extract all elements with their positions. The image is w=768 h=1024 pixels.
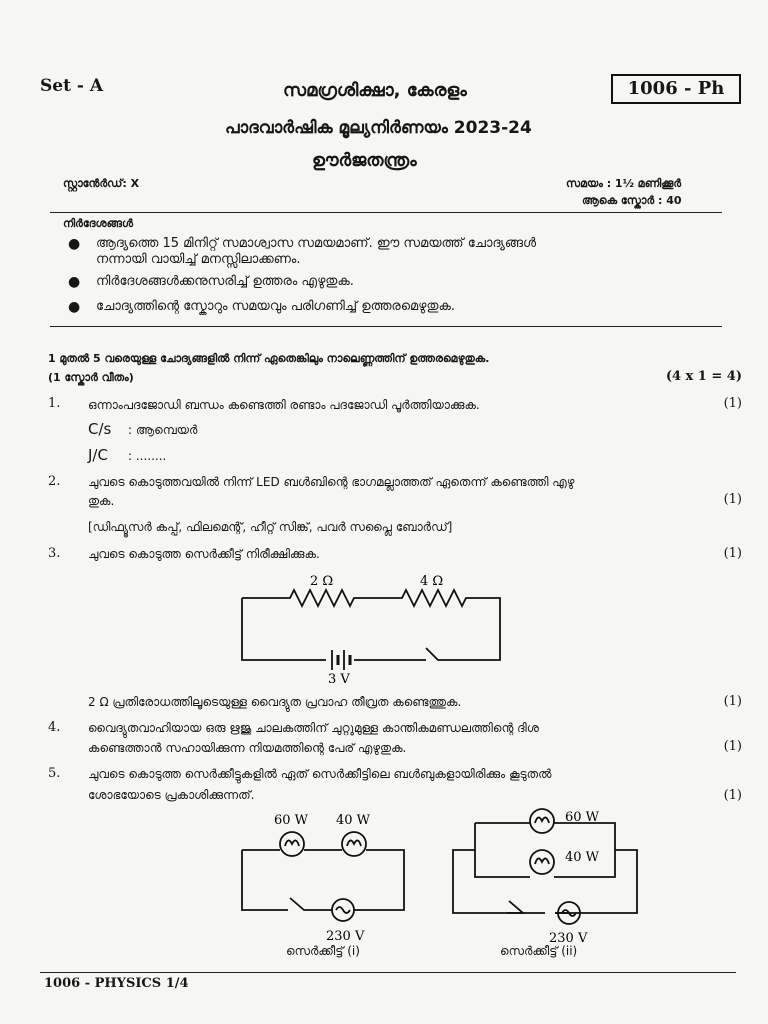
section-marks: (4 x 1 = 4) (665, 369, 742, 384)
question-options: [ഡിഫ്യൂസർ കപ്പ്, ഫിലമെന്റ്, ഹീറ്റ് സിങ്ക്, പവർ സപ്ലൈ ബോർഡ്] (88, 520, 453, 534)
header-divider (50, 212, 722, 213)
bulb-filament (347, 840, 361, 846)
question-number: 3. (48, 546, 61, 561)
bulb-filament (535, 858, 549, 864)
resistor-label: 4 Ω (420, 574, 444, 589)
question-text: ഒന്നാംപദജോഡി ബന്ധം കണ്ടെത്തി രണ്ടാം പദജോഡി പൂർത്തിയാക്കുക. (88, 398, 480, 412)
circuit-caption: സെർക്കീട്ട് (i) (286, 944, 360, 958)
ac-wave (336, 907, 350, 913)
instruction-item: നിർദേശങ്ങൾക്കനുസരിച്ച് ഉത്തരം എഴുതുക. (96, 274, 354, 289)
question-number: 1. (48, 396, 61, 411)
circuit-caption: സെർക്കീട്ട് (ii) (500, 944, 578, 958)
bulb-label: 40 W (336, 813, 371, 828)
time-label: സമയം : 1½ മണിക്കൂർ (566, 177, 682, 190)
question-score: (1) (723, 739, 742, 754)
question-score: (1) (723, 694, 742, 709)
standard-label: സ്റ്റാൻേർഡ്: X (63, 177, 140, 190)
question-text: വൈദ്യുതവാഹിയായ ഒരു ഋജു ചാലകത്തിന് ചുറ്റുമുള്ള കാന്തികമണ്ഡലത്തിന്റെ ദിശ (88, 721, 539, 735)
source-label: 230 V (549, 931, 588, 946)
bulb-label: 60 W (274, 813, 309, 828)
bullet-icon: ● (68, 299, 81, 315)
pair-right: : ........ (128, 449, 167, 463)
question-text: ചുവടെ കൊടുത്ത സെർക്കീട്ട് നിരീക്ഷിക്കുക. (88, 547, 320, 561)
circuit-wires (242, 850, 404, 910)
circuit-wires (242, 590, 500, 660)
pair-left: C/s (88, 420, 112, 438)
question-score: (1) (723, 788, 742, 803)
paper-code: 1006 - Ph (611, 74, 741, 104)
question-text: കണ്ടെത്താൻ സഹായിക്കുന്ന നിയമത്തിന്റെ പേര് എഴുതുക. (88, 741, 407, 755)
bulb-label: 40 W (565, 850, 600, 865)
bullet-icon: ● (68, 236, 81, 252)
instruction-item: ആദ്യത്തെ 15 മിനിറ്റ് സമാശ്വാസ സമയമാണ്. ഈ സമയത്ത് ചോദ്യങ്ങൾ (96, 236, 537, 251)
org-title: സമഗ്രശിക്ഷാ, കേരളം (283, 80, 467, 101)
footer-divider (40, 972, 736, 973)
question-number: 4. (48, 720, 61, 735)
source-label: 230 V (326, 929, 365, 944)
instruction-item: നന്നായി വായിച്ച് മനസ്സിലാക്കണം. (96, 252, 301, 267)
instruction-item: ചോദ്യത്തിന്റെ സ്കോറും സമയവും പരിഗണിച്ച് ഉത്തരമെഴുതുക. (96, 299, 456, 314)
instructions-title: നിർദേശങ്ങൾ (63, 217, 134, 230)
bulb-filament (285, 840, 299, 846)
question-text: ശോഭയോടെ പ്രകാശിക്കുന്നത്. (88, 788, 255, 802)
bulb-label: 60 W (565, 810, 600, 825)
footer-text: 1006 - PHYSICS 1/4 (44, 976, 189, 991)
section-sub: (1 സ്കോർ വീതം) (48, 371, 134, 384)
pair-left: J/C (88, 446, 108, 464)
question-text: തുക. (88, 494, 115, 508)
question-subtext: 2 Ω പ്രതിരോധത്തിലൂടെയുള്ള വൈദ്യുത പ്രവാഹ തീവ്രത കണ്ടെത്തുക. (88, 695, 462, 709)
question-score: (1) (723, 396, 742, 411)
instructions-divider (50, 326, 722, 327)
circuit-wires (453, 850, 637, 913)
question-score: (1) (723, 492, 742, 507)
pair-right: : ആമ്പെയർ (128, 423, 198, 437)
battery-label: 3 V (328, 672, 350, 686)
section-heading: 1 മുതൽ 5 വരെയുള്ള ചോദ്യങ്ങളിൽ നിന്ന് ഏതെങ്കിലും നാലെണ്ണത്തിന് ഉത്തരമെഴുതുക. (48, 352, 490, 365)
total-score-label: ആകെ സ്കോർ : 40 (582, 194, 682, 207)
exam-title: പാദവാർഷിക മൂല്യനിർണയം 2023-24 (225, 118, 532, 138)
question-text: ചുവടെ കൊടുത്തവയിൽ നിന്ന് LED ബൾബിന്റെ ഭാഗമല്ലാത്തത് ഏതെന്ന് കണ്ടെത്തി എഴു (88, 475, 575, 489)
question-number: 2. (48, 474, 61, 489)
question-text: ചുവടെ കൊടുത്ത സെർക്കീട്ടുകളിൽ ഏത് സെർക്കീട്ടിലെ ബൾബുകളായിരിക്കും കൂടുതൽ (88, 767, 552, 781)
bulb-filament (535, 817, 549, 823)
subject-title: ഊർജതന്ത്രം (312, 150, 417, 171)
question-number: 5. (48, 766, 61, 781)
bullet-icon: ● (68, 274, 81, 290)
series-circuit-diagram (230, 568, 510, 686)
question-score: (1) (723, 546, 742, 561)
set-label: Set - A (40, 76, 104, 96)
resistor-label: 2 Ω (310, 574, 334, 589)
